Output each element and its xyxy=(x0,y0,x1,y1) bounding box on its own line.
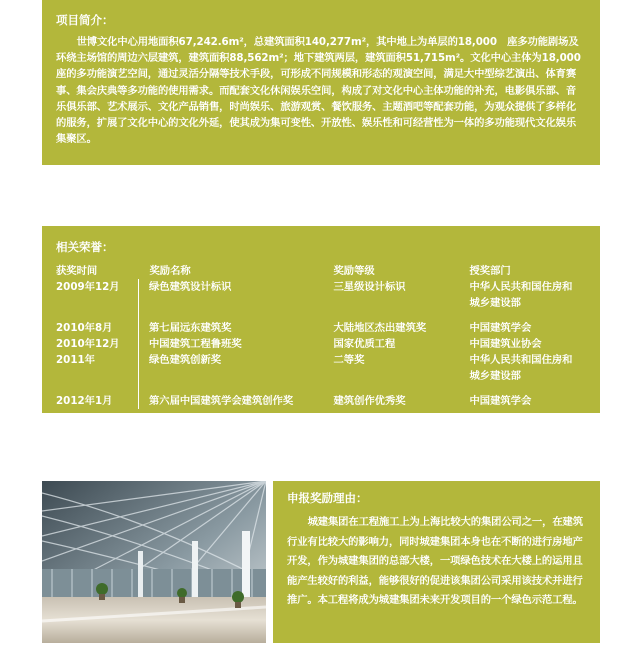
award-authority: 中国建筑业协会 xyxy=(469,337,542,350)
award-name: 第六届中国建筑学会建筑创作奖 xyxy=(139,393,334,409)
award-name: 绿色建筑设计标识 xyxy=(139,279,334,312)
award-time: 2010年8月 xyxy=(56,321,113,334)
table-row xyxy=(56,336,580,352)
award-authority: 中华人民共和国住房和城乡建设部 xyxy=(469,281,573,310)
award-authority: 中华人民共和国住房和城乡建设部 xyxy=(469,354,573,383)
intro-body: 世博文化中心用地面积67,242.6m²，总建筑面积140,277m²，其中地上为单层的18,000 座多功能剧场及环绕主场馆的周边六层建筑，建筑面积88,562m²；地下建筑两层，建筑面积51,715m²。文化中心主体为18,000座的多功能演艺空间，通过灵活分隔等技术手段，可形成不同规模和形态的观演空间，满足大中型综艺演出、体育赛事、集会庆典等多功能的使用需求。而配套文化休闲娱乐空间，构成了对文化中心主体功能的补充，电影俱乐部、音乐俱乐部、艺术展示、文化产品销售，时尚娱乐、旅游观赏、餐饮服务、主题酒吧等配套功能，为观众提供了多样化的服务，扩展了文化中心的文化外延，使其成为集可变性、开放性、娱乐性和可经营性为一体的多功能现代文化娱乐集聚区。 xyxy=(56,36,581,146)
award-level: 三星级设计标识 xyxy=(333,281,406,293)
row-spacer xyxy=(56,312,580,320)
interior-photo-illustration xyxy=(42,481,266,643)
award-time: 2009年12月 xyxy=(56,281,120,293)
building-interior-photo xyxy=(42,481,266,643)
award-time: 2011年 xyxy=(56,354,95,367)
awards-table xyxy=(56,263,580,409)
project-intro-panel xyxy=(42,0,600,165)
award-level: 建筑创作优秀奖 xyxy=(333,394,406,407)
header-award-name: 奖励名称 xyxy=(149,265,191,277)
award-level: 二等奖 xyxy=(333,354,365,367)
award-level: 国家优质工程 xyxy=(333,337,396,350)
award-name: 中国建筑工程鲁班奖 xyxy=(139,336,334,352)
award-level: 大陆地区杰出建筑奖 xyxy=(333,321,427,334)
award-reason-panel xyxy=(273,481,600,643)
awards-panel xyxy=(42,226,600,413)
header-award-time: 获奖时间 xyxy=(56,265,98,277)
reason-title: 申报奖励理由： xyxy=(287,491,368,505)
table-row xyxy=(56,393,580,409)
intro-title: 项目简介： xyxy=(56,13,114,27)
award-name: 第七届远东建筑奖 xyxy=(139,320,334,336)
award-name: 绿色建筑创新奖 xyxy=(139,352,334,385)
table-row xyxy=(56,352,580,385)
reason-body: 城建集团在工程施工上为上海比较大的集团公司之一，在建筑行业有比较大的影响力，同时城建集团本身也在不断的进行房地产开发，作为城建集团的总部大楼，一项绿色技术在大楼上的运用且能产生较好的利益，能够很好的促进该集团公司采用该技术并进行推广。本工程将成为城建集团未来开发项目的一个绿色示范工程。 xyxy=(287,516,583,606)
award-time: 2012年1月 xyxy=(56,394,113,407)
awards-header-row xyxy=(56,263,580,279)
header-award-level: 奖励等级 xyxy=(333,265,375,277)
table-row xyxy=(56,320,580,336)
header-award-authority: 授奖部门 xyxy=(469,265,511,277)
award-authority: 中国建筑学会 xyxy=(469,321,532,334)
award-authority: 中国建筑学会 xyxy=(469,394,532,407)
table-row xyxy=(56,279,580,312)
award-time: 2010年12月 xyxy=(56,337,120,350)
awards-title: 相关荣誉： xyxy=(56,240,114,254)
row-spacer xyxy=(56,385,580,393)
